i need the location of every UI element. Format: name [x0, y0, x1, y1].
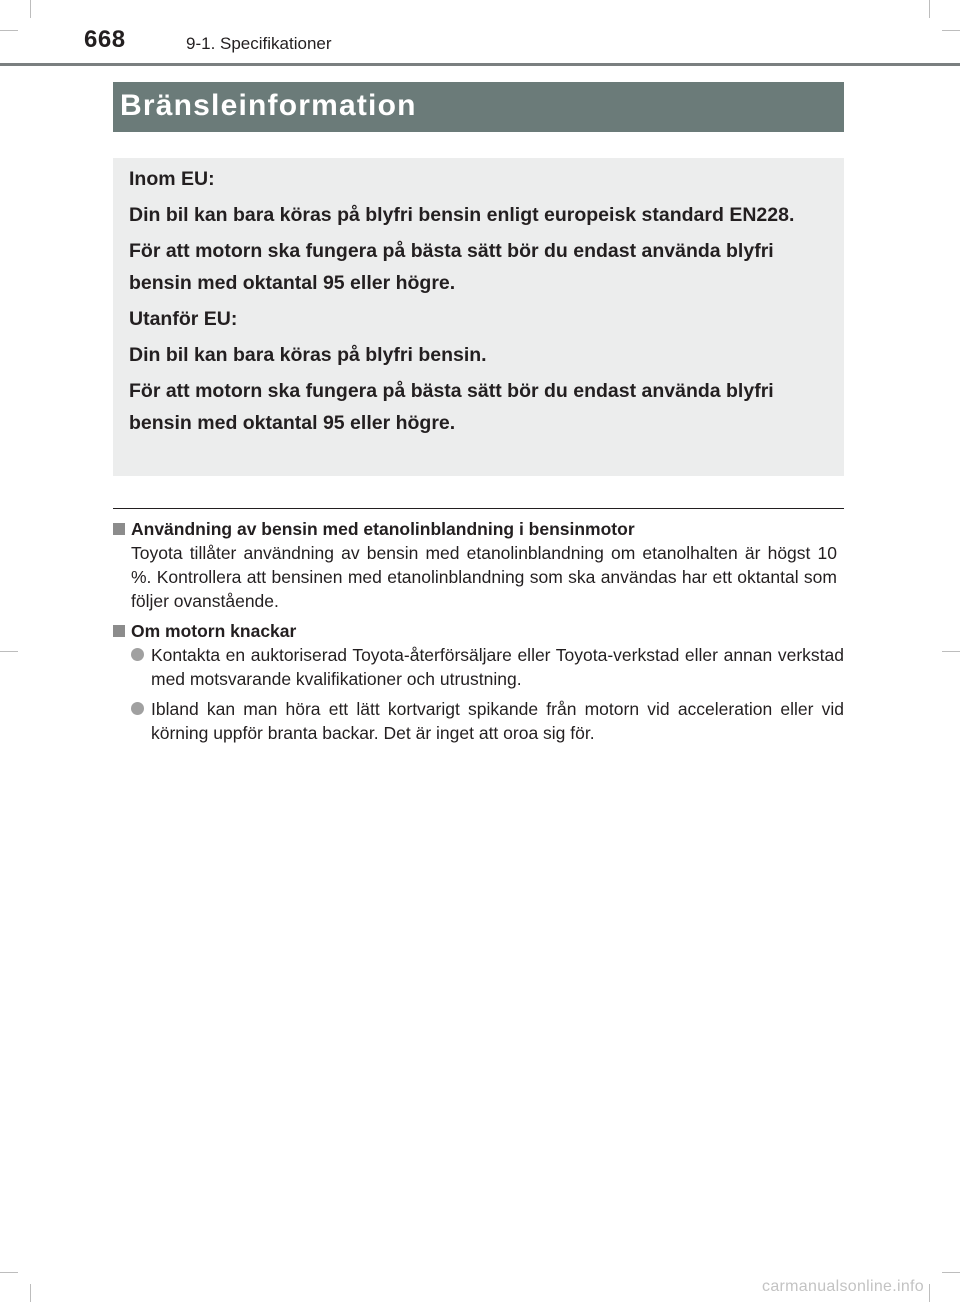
header-rule [0, 63, 960, 66]
section-divider [113, 508, 844, 509]
list-item-text: Ibland kan man höra ett lätt kortvarigt spikande från motorn vid acceleration eller vid körning uppför branta backar. Det är inget att oroa sig för. [151, 699, 844, 743]
info-eu-octane: För att motorn ska fungera på bästa sätt bör du endast använda blyfri bensin med oktantal 95 eller högre. [129, 240, 774, 294]
watermark: carmanualsonline.info [762, 1278, 924, 1295]
crop-mark [0, 1272, 18, 1273]
circle-bullet-icon [131, 648, 144, 661]
list-item-text: Kontakta en auktoriserad Toyota-återförsäljare eller Toyota-verkstad eller annan verkstad med motsvarande kvalifikationer och utrustning. [151, 645, 844, 689]
section-header: 9-1. Specifikationer [186, 34, 332, 53]
crop-mark [942, 1272, 960, 1273]
crop-mark [929, 0, 930, 18]
crop-mark [942, 651, 960, 652]
crop-mark [0, 651, 18, 652]
crop-mark [929, 1284, 930, 1302]
page-title: Bränsleinformation [113, 82, 844, 132]
circle-bullet-icon [131, 702, 144, 715]
crop-mark [30, 0, 31, 18]
list-item [131, 643, 844, 691]
crop-mark [30, 1284, 31, 1302]
main-content [113, 517, 844, 751]
list-item [131, 697, 844, 745]
section-heading-knocking [113, 619, 844, 643]
section-heading-ethanol [113, 517, 844, 541]
square-bullet-icon [113, 523, 125, 535]
crop-mark [0, 30, 18, 31]
ethanol-paragraph: Toyota tillåter användning av bensin med etanolinblandning om etanolhalten är högst 10 %. Kontrollera att bensinen med etanolinblandning som ska användas har ett oktantal som följer ovanstående. [131, 543, 837, 611]
info-non-eu-octane: För att motorn ska fungera på bästa sätt bör du endast använda blyfri bensin med oktantal 95 eller högre. [129, 380, 774, 434]
info-non-eu-text: Din bil kan bara köras på blyfri bensin. [129, 344, 487, 366]
info-eu-text: Din bil kan bara köras på blyfri bensin enligt europeisk standard EN228. [129, 204, 795, 226]
crop-mark [942, 30, 960, 31]
page-number: 668 [84, 26, 126, 53]
section-heading-label: Användning av bensin med etanolinblandning i bensinmotor [131, 519, 635, 539]
fuel-info-box [113, 158, 844, 476]
info-non-eu-heading: Utanför EU: [129, 308, 238, 330]
square-bullet-icon [113, 625, 125, 637]
info-eu-heading: Inom EU: [129, 168, 215, 190]
section-heading-label: Om motorn knackar [131, 621, 297, 641]
